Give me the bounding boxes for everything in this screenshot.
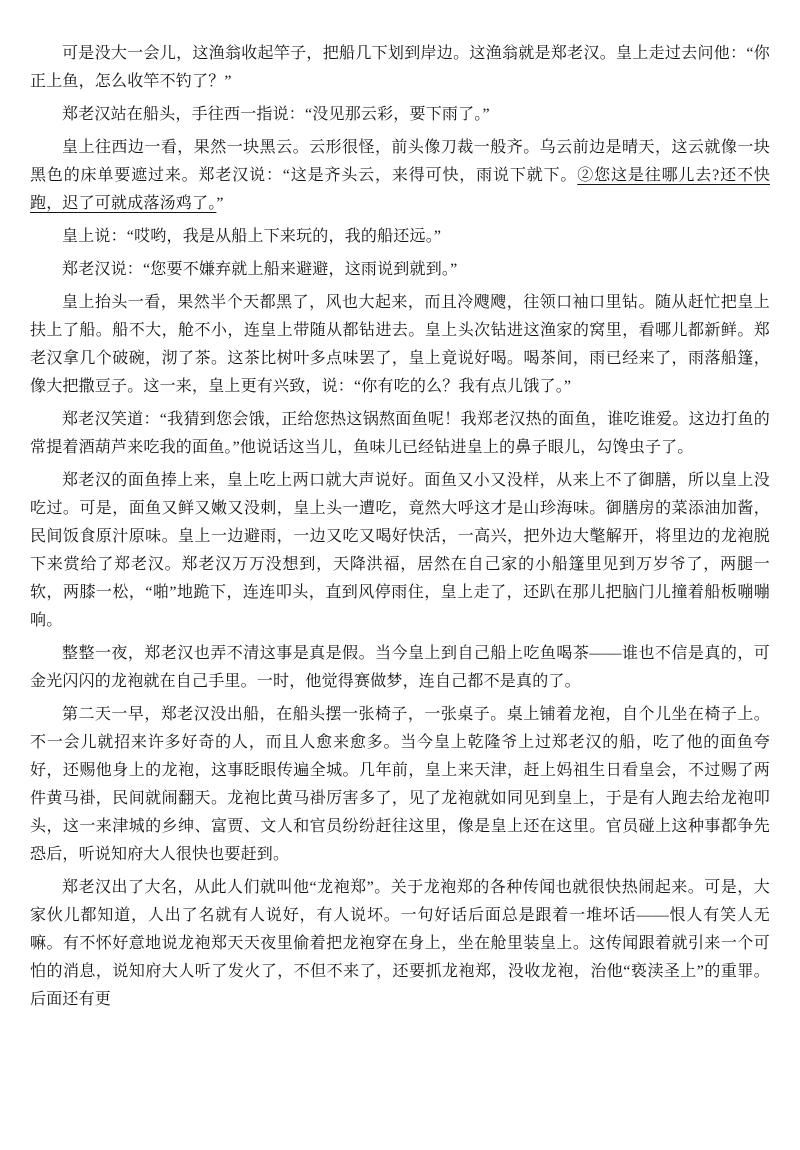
text-segment: 郑老汉的面鱼捧上来，皇上吃上两口就大声说好。面鱼又小又没样，从来上不了御膳，所以皇上没吃过。可是，面鱼又鲜又嫩又没刺，皇上头一遭吃，竟然大呼这才是山珍海味。御膳房的菜添油加酱，民间饭食原汁原味。皇上一边避雨，一边又吃又喝好快活，一高兴，把外边大氅解开，将里边的龙袍脱下来赏给了郑老汉。郑老汉万万没想到，天降洪福，居然在自己家的小船篷里见到万岁爷了，两腿一软，两膝一松，“啪”地跪下，连连叩头，直到风停雨住，皇上走了，还趴在那儿把脑门儿撞着船板嘣嘣响。 <box>30 472 770 629</box>
text-segment: 郑老汉说：“您要不嫌弃就上船来避避，这雨说到就到。” <box>62 261 458 278</box>
paragraph <box>30 289 770 401</box>
text-segment: 可是没大一会儿，这渔翁收起竿子，把船几下划到岸边。这渔翁就是郑老汉。皇上走过去问他：“你正上鱼，怎么收竿不钓了？” <box>30 45 770 90</box>
text-segment: 皇上说：“哎哟，我是从船上下来玩的，我的船还远。” <box>62 228 442 245</box>
paragraph <box>30 701 770 869</box>
text-segment: 郑老汉出了大名，从此人们就叫他“龙袍郑”。关于龙袍郑的各种传闻也就很快热闹起来。可是，大家伙儿都知道，人出了名就有人说好，有人说坏。一句好话后面总是跟着一堆坏话——恨人有笑人无嘛。有不怀好意地说龙袍郑天天夜里偷着把龙袍穿在身上，坐在舱里装皇上。这传闻跟着就引来一个可怕的消息，说知府大人听了发火了，不但不来了，还要抓龙袍郑，没收龙袍，治他“亵渎圣上”的重罪。后面还有更 <box>30 879 770 1008</box>
paragraph <box>30 874 770 1014</box>
text-segment: 皇上往西边一看，果然一块黑云。云形很怪，前头像刀裁一般齐。乌云前边是晴天，这云就像一块黑色的床单要遮过来。郑老汉说：“这是齐头云，来得可快，雨说下就下。 <box>30 139 770 184</box>
text-segment: 郑老汉站在船头，手往西一指说：“没见那云彩，要下雨了。” <box>62 106 490 123</box>
paragraph <box>30 256 770 284</box>
text-segment: 第二天一早，郑老汉没出船，在船头摆一张椅子，一张桌子。桌上铺着龙袍，自个儿坐在椅子上。不一会儿就招来许多好奇的人，而且人愈来愈多。当今皇上乾隆爷上过郑老汉的船，吃了他的面鱼夸好，还赐他身上的龙袍，这事眨眼传遍全城。几年前，皇上来天津，赶上妈祖生日看皇会，不过赐了两件黄马褂，民间就闹翻天。龙袍比黄马褂厉害多了，见了龙袍就如同见到皇上，于是有人跑去给龙袍叩头，这一来津城的乡绅、富贾、文人和官员纷纷赶往这里，像是皇上还在这里。官员碰上这种事都争先恐后，听说知府大人很快也要赶到。 <box>30 706 770 863</box>
text-segment: 皇上抬头一看，果然半个天都黑了，风也大起来，而且冷飕飕，往领口袖口里钻。随从赶忙把皇上扶上了船。船不大，舱不小，连皇上带随从都钻进去。皇上头次钻进这渔家的窝里，看哪儿都新鲜。郑老汉拿几个破碗，沏了茶。这茶比树叶多点味罢了，皇上竟说好喝。喝茶间，雨已经来了，雨落船篷，像大把撒豆子。这一来，皇上更有兴致，说：“你有吃的么？我有点儿饿了。” <box>30 294 770 395</box>
underlined-sentence: ②您这是往哪儿去?还不快跑，迟了可就成落汤鸡了。 <box>30 167 770 212</box>
paragraph <box>30 134 770 218</box>
paragraph <box>30 223 770 251</box>
paragraph <box>30 467 770 635</box>
paragraph <box>30 640 770 696</box>
paragraph <box>30 40 770 96</box>
paragraph <box>30 101 770 129</box>
text-segment: ” <box>216 195 224 212</box>
text-segment: 整整一夜，郑老汉也弄不清这事是真是假。当今皇上到自己船上吃鱼喝茶——谁也不信是真的，可金光闪闪的龙袍就在自己手里。一时，他觉得赛做梦，连自己都不是真的了。 <box>30 645 770 690</box>
paragraph <box>30 406 770 462</box>
document-body <box>30 40 770 1014</box>
text-segment: 郑老汉笑道：“我猜到您会饿，正给您热这锅熬面鱼呢！我郑老汉热的面鱼，谁吃谁爱。这边打鱼的常提着酒葫芦来吃我的面鱼。”他说话这当儿，鱼味儿已经钻进皇上的鼻子眼儿，勾馋虫子了。 <box>30 411 770 456</box>
